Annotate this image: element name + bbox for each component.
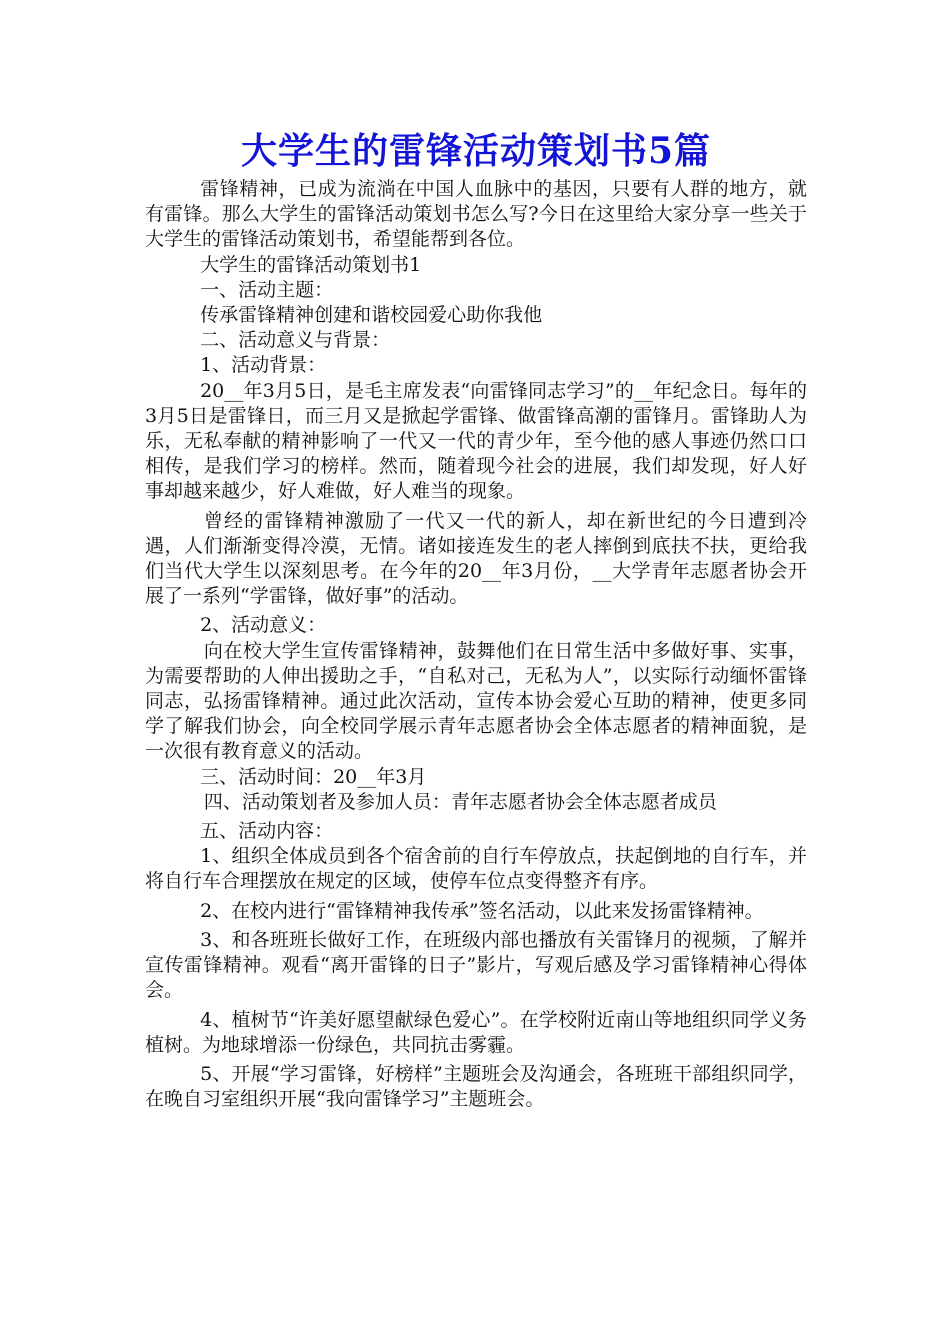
content-item-3: 3、和各班班长做好工作，在班级内部也播放有关雷锋月的视频，了解并宣传雷锋精神。观看“离开雷锋的日子”影片，写观后感及学习雷锋精神心得体会。 bbox=[145, 928, 807, 1002]
heading-significance: 2、活动意义： bbox=[200, 614, 327, 637]
section-heading-plan-1: 大学生的雷锋活动策划书1 bbox=[200, 253, 422, 276]
heading-activity-content: 五、活动内容： bbox=[200, 820, 334, 843]
activity-theme-text: 传承雷锋精神创建和谐校园爱心助你我他 bbox=[200, 304, 543, 327]
heading-background: 1、活动背景： bbox=[200, 354, 327, 377]
content-item-4: 4、植树节“许美好愿望献绿色爱心”。在学校附近南山等地组织同学义务植树。为地球增添一份绿色，共同抗击雾霾。 bbox=[145, 1008, 807, 1056]
document-page bbox=[145, 125, 807, 1112]
document-title: 大学生的雷锋活动策划书5篇 bbox=[240, 130, 712, 172]
organizers-participants: 四、活动策划者及参加人员：青年志愿者协会全体志愿者成员 bbox=[203, 790, 717, 813]
background-paragraph-2: 曾经的雷锋精神激励了一代又一代的新人，却在新世纪的今日遭到冷遇，人们渐渐变得冷漠，无情。诸如接连发生的老人摔倒到底扶不扶，更给我们当代大学生以深刻思考。在今年的20__年3月份，__大学青年志愿者协会开展了一系列“学雷锋，做好事”的活动。 bbox=[145, 509, 807, 608]
significance-paragraph: 向在校大学生宣传雷锋精神，鼓舞他们在日常生活中多做好事、实事，为需要帮助的人伸出援助之手，“自私对己，无私为人”，以实际行动缅怀雷锋同志，弘扬雷锋精神。通过此次活动，宣传本协会爱心互助的精神，使更多同学了解我们协会，向全校同学展示青年志愿者协会全体志愿者的精神面貌，是一次很有教育意义的活动。 bbox=[145, 639, 807, 763]
intro-paragraph: 雷锋精神，已成为流淌在中国人血脉中的基因，只要有人群的地方，就有雷锋。那么大学生的雷锋活动策划书怎么写?今日在这里给大家分享一些关于大学生的雷锋活动策划书，希望能帮到各位。 bbox=[145, 178, 807, 251]
activity-time: 三、活动时间：20__年3月 bbox=[200, 765, 427, 788]
content-item-2: 2、在校内进行“雷锋精神我传承”签名活动，以此来发扬雷锋精神。 bbox=[200, 899, 764, 922]
background-paragraph-1: 20__年3月5日，是毛主席发表“向雷锋同志学习”的__年纪念日。每年的3月5日是雷锋日，而三月又是掀起学雷锋、做雷锋高潮的雷锋月。雷锋助人为乐，无私奉献的精神影响了一代又一代的青少年，至今他的感人事迹仍然口口相传，是我们学习的榜样。然而，随着现今社会的进展，我们却发现，好人好事却越来越少，好人难做，好人难当的现象。 bbox=[145, 379, 807, 503]
content-item-1: 1、组织全体成员到各个宿舍前的自行车停放点，扶起倒地的自行车，并将自行车合理摆放在规定的区域，使停车位点变得整齐有序。 bbox=[145, 845, 807, 893]
heading-significance-background: 二、活动意义与背景： bbox=[200, 329, 391, 352]
heading-activity-theme: 一、活动主题： bbox=[200, 278, 334, 301]
content-item-5: 5、开展“学习雷锋，好榜样”主题班会及沟通会，各班班干部组织同学，在晚自习室组织开展“我向雷锋学习”主题班会。 bbox=[145, 1062, 807, 1111]
